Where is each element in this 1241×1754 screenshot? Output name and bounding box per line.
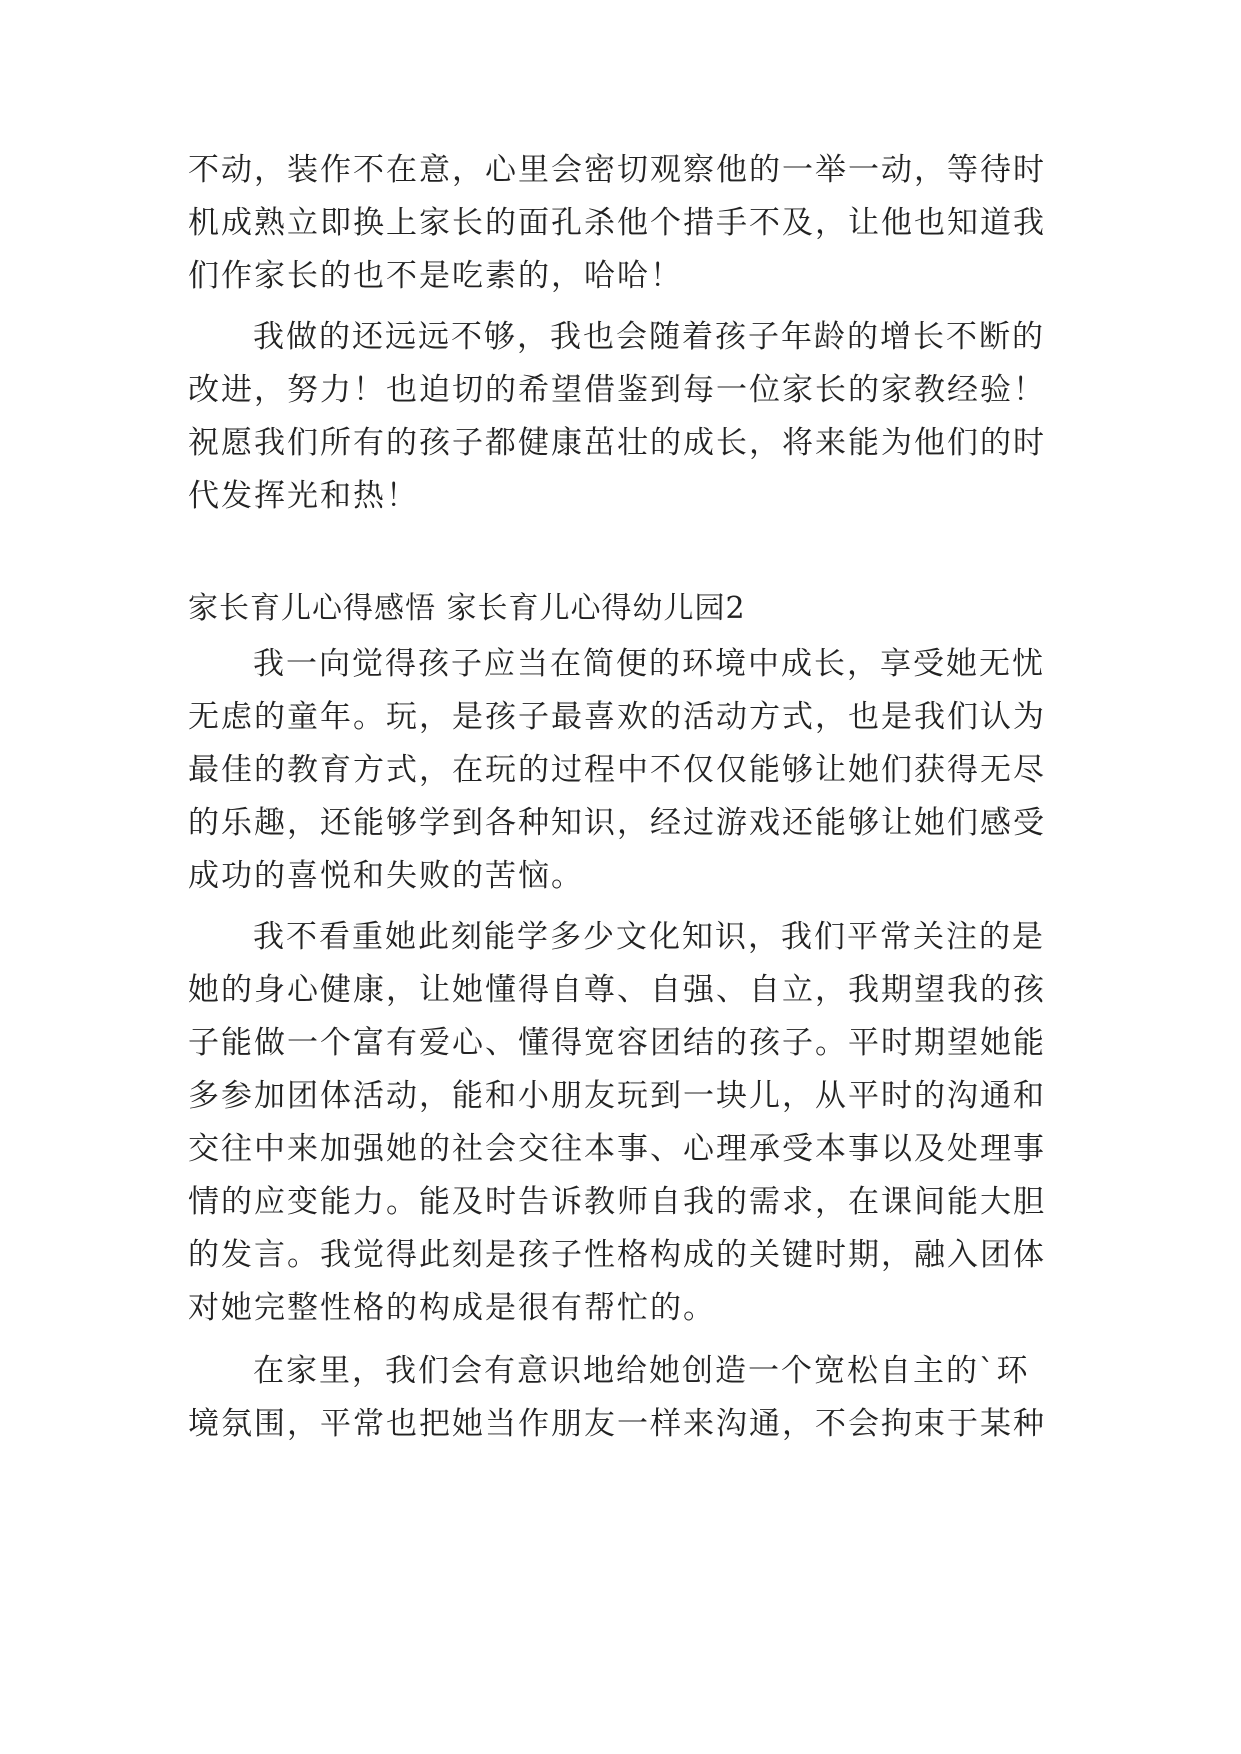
text-line: 在家里，我们会有意识地给她创造一个宽松自主的`环 [253,1353,1030,1389]
text-line: 情的应变能力。能及时告诉教师自我的需求，在课间能大胆 [188,1184,1046,1220]
text-line: 代发挥光和热！ [188,478,419,514]
text-line: 的乐趣，还能够学到各种知识，经过游戏还能够让她们感受 [188,805,1046,841]
text-line: 交往中来加强她的社会交往本事、心理承受本事以及处理事 [188,1131,1046,1167]
text-line: 的发言。我觉得此刻是孩子性格构成的关键时期，融入团体 [188,1237,1046,1273]
text-line: 子能做一个富有爱心、懂得宽容团结的孩子。平时期望她能 [188,1025,1046,1061]
text-line: 无虑的童年。玩，是孩子最喜欢的活动方式，也是我们认为 [188,699,1046,735]
text-line: 最佳的教育方式，在玩的过程中不仅仅能够让她们获得无尽 [188,752,1046,788]
text-line: 我不看重她此刻能学多少文化知识，我们平常关注的是 [253,919,1045,955]
text-line: 成功的喜悦和失败的苦恼。 [188,858,584,894]
section-heading: 家长育儿心得感悟 家长育儿心得幼儿园2 [188,591,746,626]
text-line: 多参加团体活动，能和小朋友玩到一块儿，从平时的沟通和 [188,1078,1046,1114]
text-line: 境氛围，平常也把她当作朋友一样来沟通，不会拘束于某种 [188,1406,1046,1442]
text-line: 我做的还远远不够，我也会随着孩子年龄的增长不断的 [253,319,1045,355]
text-line: 机成熟立即换上家长的面孔杀他个措手不及，让他也知道我 [188,205,1046,241]
text-line: 祝愿我们所有的孩子都健康茁壮的成长，将来能为他们的时 [188,425,1046,461]
text-line: 我一向觉得孩子应当在简便的环境中成长，享受她无忧 [253,646,1045,682]
text-line: 对她完整性格的构成是很有帮忙的。 [188,1290,716,1326]
text-line: 们作家长的也不是吃素的，哈哈！ [188,258,683,294]
text-line: 改进，努力！也迫切的希望借鉴到每一位家长的家教经验！ [188,372,1046,408]
text-line: 不动，装作不在意，心里会密切观察他的一举一动，等待时 [188,152,1046,188]
text-line: 她的身心健康，让她懂得自尊、自强、自立，我期望我的孩 [188,972,1046,1008]
